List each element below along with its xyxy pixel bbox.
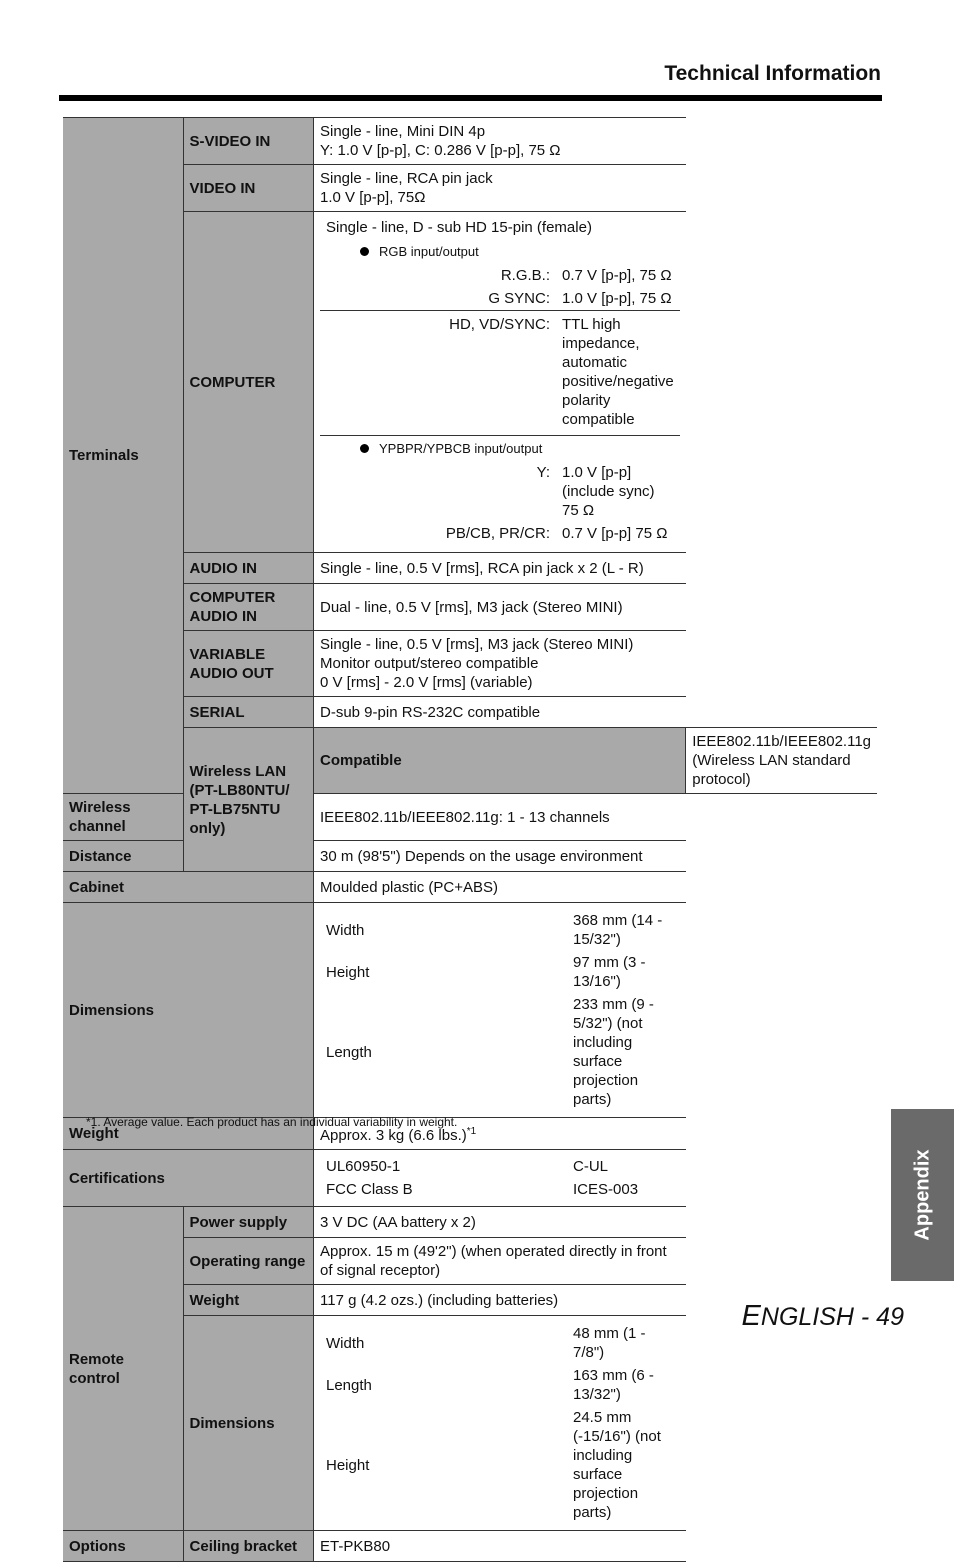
row-value xyxy=(314,212,686,553)
value-key: FCC Class B xyxy=(326,1181,413,1198)
value-text: 163 mm (6 - 13/32") xyxy=(573,1367,654,1403)
value-text: C-UL xyxy=(573,1158,609,1175)
value-key: Length xyxy=(326,1376,372,1394)
value-text: 24.5 mm (-15/16") (not including surface projection parts) xyxy=(573,1409,661,1521)
spec-table xyxy=(63,117,877,1562)
row-sublabel: COMPUTER AUDIO IN xyxy=(183,584,313,631)
row-value: Moulded plastic (PC+ABS) xyxy=(314,872,686,903)
table-row xyxy=(63,631,877,697)
value-key: Height xyxy=(326,1456,370,1474)
value-text: 97 mm (3 - 13/16") xyxy=(573,954,646,990)
table-row xyxy=(63,903,877,1118)
row-sublabel: Compatible xyxy=(314,728,686,794)
row-sublabel: VARIABLE AUDIO OUT xyxy=(183,631,313,697)
table-row xyxy=(63,1150,877,1207)
row-value xyxy=(314,118,686,165)
row-value xyxy=(314,165,686,212)
bullet-item xyxy=(320,435,680,461)
row-value: IEEE802.11b/IEEE802.11g: 1 - 13 channels xyxy=(314,794,686,841)
value-line: Single - line, RCA pin jack xyxy=(320,170,493,187)
value-grid xyxy=(320,461,680,548)
value-text: 233 mm (9 - 5/32") (not including surface projection parts) xyxy=(573,996,654,1108)
row-value xyxy=(314,631,686,697)
bullet-icon xyxy=(360,444,369,453)
value-key: Height xyxy=(326,963,370,981)
table-row xyxy=(63,165,877,212)
footnote: *1. Average value. Each product has an individual variability in weight. xyxy=(86,1115,458,1129)
value-line: Single - line, D - sub HD 15-pin (female) xyxy=(326,219,592,236)
row-label-wireless-lan: Wireless LAN (PT-LB80NTU/ PT-LB75NTU only) xyxy=(183,728,313,872)
table-row xyxy=(63,584,877,631)
row-value: 117 g (4.2 ozs.) (including batteries) xyxy=(314,1285,686,1316)
table-row xyxy=(63,1238,877,1285)
row-sublabel: Dimensions xyxy=(183,1316,313,1531)
table-row xyxy=(63,1316,877,1531)
page-number-text: NGLISH - 49 xyxy=(760,1303,904,1331)
value-line: Y: 1.0 V [p-p], C: 0.286 V [p-p], 75 Ω xyxy=(320,142,561,159)
value-grid xyxy=(320,264,680,310)
row-label-options: Options xyxy=(63,1531,183,1562)
value-key: Length xyxy=(326,1043,372,1061)
row-label-weight: Weight xyxy=(63,1118,314,1150)
row-value xyxy=(314,903,686,1118)
row-sublabel: Distance xyxy=(63,841,183,872)
row-value xyxy=(314,1150,686,1207)
value-text: 1.0 V [p-p] (include sync) 75 Ω xyxy=(562,464,655,519)
value-grid xyxy=(320,1154,680,1202)
value-key: HD, VD/SYNC: xyxy=(449,316,550,333)
bullet-text: RGB input/output xyxy=(379,244,479,259)
bullet-text: YPBPR/YPBCB input/output xyxy=(379,441,543,456)
value-key: R.G.B.: xyxy=(500,267,550,284)
table-row xyxy=(63,1531,877,1562)
value-text: ICES-003 xyxy=(573,1181,639,1198)
value-text: 368 mm (14 - 15/32") xyxy=(573,912,663,948)
row-value: Dual - line, 0.5 V [rms], M3 jack (Stereo MINI) xyxy=(314,584,686,631)
value-grid xyxy=(320,907,680,1113)
value-key: PB/CB, PR/CR: xyxy=(445,525,550,542)
row-sublabel: SERIAL xyxy=(183,697,313,728)
row-value: 30 m (98'5") Depends on the usage environment xyxy=(314,841,686,872)
value-text: 0.7 V [p-p], 75 Ω xyxy=(562,267,672,284)
table-row xyxy=(63,697,877,728)
appendix-tab xyxy=(891,1109,954,1281)
row-value: IEEE802.11b/IEEE802.11g (Wireless LAN standard protocol) xyxy=(686,728,877,794)
row-sublabel: COMPUTER xyxy=(183,212,313,553)
row-value: Approx. 15 m (49'2") (when operated directly in front of signal receptor) xyxy=(314,1238,686,1285)
value-line: Single - line, Mini DIN 4p xyxy=(320,123,486,140)
row-label-dimensions: Dimensions xyxy=(63,903,314,1118)
row-sublabel: Power supply xyxy=(183,1207,313,1238)
row-value xyxy=(314,1316,686,1531)
value-key: Y: xyxy=(536,464,550,481)
row-value: D-sub 9-pin RS-232C compatible xyxy=(314,697,686,728)
value-line: Single - line, 0.5 V [rms], M3 jack (Stereo MINI) xyxy=(320,636,634,653)
row-value: 3 V DC (AA battery x 2) xyxy=(314,1207,686,1238)
row-label-cabinet: Cabinet xyxy=(63,872,314,903)
table-row xyxy=(63,872,877,903)
value-key: UL60950-1 xyxy=(326,1158,401,1175)
value-text: 48 mm (1 - 7/8") xyxy=(573,1325,646,1361)
row-sublabel: Operating range xyxy=(183,1238,313,1285)
row-sublabel: Wireless channel xyxy=(63,794,183,841)
value-text: 0.7 V [p-p] 75 Ω xyxy=(562,525,668,542)
value-text: Approx. 3 kg (6.6 lbs.) xyxy=(320,1127,467,1144)
page-number xyxy=(742,1300,904,1333)
value-line: Monitor output/stereo compatible xyxy=(320,655,539,672)
value-line: 1.0 V [p-p], 75Ω xyxy=(320,189,426,206)
value-key: G SYNC: xyxy=(488,290,550,307)
row-sublabel: VIDEO IN xyxy=(183,165,313,212)
table-row xyxy=(63,1207,877,1238)
row-sublabel: S-VIDEO IN xyxy=(183,118,313,165)
value-key: Width xyxy=(326,1334,365,1352)
row-sublabel: AUDIO IN xyxy=(183,553,313,584)
value-grid xyxy=(320,310,680,435)
row-sublabel: Weight xyxy=(183,1285,313,1316)
row-value: ET-PKB80 xyxy=(314,1531,686,1562)
bullet-icon xyxy=(360,247,369,256)
row-label-certifications: Certifications xyxy=(63,1150,314,1207)
table-row xyxy=(63,212,877,553)
value-text: TTL high impedance, automatic positive/negative polarity compatible xyxy=(562,316,674,428)
table-row xyxy=(63,728,877,794)
footnote-mark: *1 xyxy=(466,1126,477,1137)
appendix-tab-label: Appendix xyxy=(911,1149,933,1241)
value-line: 0 V [rms] - 2.0 V [rms] (variable) xyxy=(320,674,533,691)
table-row xyxy=(63,553,877,584)
page-title: Technical Information xyxy=(664,62,881,85)
bullet-item xyxy=(320,239,680,264)
row-label-terminals: Terminals xyxy=(63,118,183,794)
page-number-initial: E xyxy=(741,1300,761,1332)
value-text: 1.0 V [p-p], 75 Ω xyxy=(562,290,672,307)
row-value: Single - line, 0.5 V [rms], RCA pin jack x 2 (L - R) xyxy=(314,553,686,584)
row-label-remote-control: Remote control xyxy=(63,1207,183,1531)
row-sublabel: Ceiling bracket xyxy=(183,1531,313,1562)
value-key: Width xyxy=(326,921,365,939)
table-row xyxy=(63,118,877,165)
header-rule xyxy=(59,95,882,101)
